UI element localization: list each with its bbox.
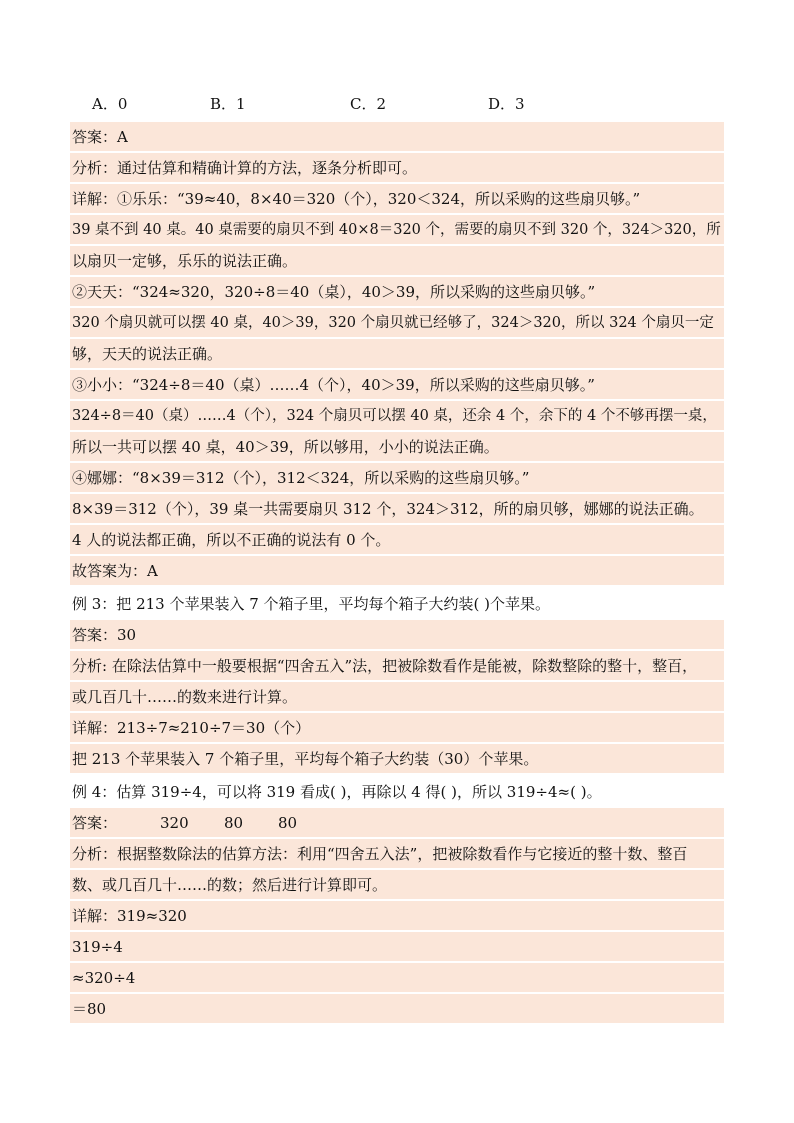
choice-c: C．2 (350, 95, 387, 113)
detail-line: ④娜娜：“8×39＝312（个），312＜324，所以采购的这些扇贝够。” (70, 463, 724, 493)
detail-line: ≈320÷4 (70, 963, 724, 993)
detail-line: 324÷8＝40（桌）……4（个），324 个扇贝可以摆 40 桌，还余 4 个，余下的 4 个不够再摆一桌， (70, 401, 724, 431)
analysis-line: 或几百几十……的数来进行计算。 (70, 682, 724, 712)
choice-b: B．1 (210, 95, 246, 113)
detail-line: 39 桌不到 40 桌。40 桌需要的扇贝不到 40×8＝320 个，需要的扇贝不到 320 个，324＞320，所 (70, 215, 724, 245)
detail-line: 4 人的说法都正确，所以不正确的说法有 0 个。 (70, 525, 724, 555)
answer-line: 答案：A (70, 122, 724, 152)
answer-line: 答案：30 (70, 620, 724, 650)
detail-line: 把 213 个苹果装入 7 个箱子里，平均每个箱子大约装（30）个苹果。 (70, 744, 724, 774)
answer-value-3: 80 (278, 814, 298, 832)
detail-line: 详解：319≈320 (70, 901, 724, 931)
detail-line: 319÷4 (70, 932, 724, 962)
detail-line: 以扇贝一定够，乐乐的说法正确。 (70, 246, 724, 276)
example-3-question: 例 3：把 213 个苹果装入 7 个箱子里，平均每个箱子大约装( )个苹果。 (70, 589, 724, 619)
detail-line: 所以一共可以摆 40 桌，40＞39，所以够用，小小的说法正确。 (70, 432, 724, 462)
analysis-line: 分析：通过估算和精确计算的方法，逐条分析即可。 (70, 153, 724, 183)
choice-d: D．3 (488, 95, 525, 113)
detail-line: ②天天：“324≈320，320÷8＝40（桌），40＞39，所以采购的这些扇贝够。” (70, 277, 724, 307)
answer-line (70, 808, 724, 838)
detail-line: 8×39＝312（个），39 桌一共需要扇贝 312 个，324＞312，所的扇贝够，娜娜的说法正确。 (70, 494, 724, 524)
detail-line: 320 个扇贝就可以摆 40 桌，40＞39，320 个扇贝就已经够了，324＞320，所以 324 个扇贝一定 (70, 308, 724, 338)
analysis-line: 分析：根据整数除法的估算方法：利用“四舍五入法”，把被除数看作与它接近的整十数、整百 (70, 839, 724, 869)
analysis-line: 分析: 在除法估算中一般要根据“四舍五入”法，把被除数看作是能被，除数整除的整十，整百， (70, 651, 724, 681)
answer-value-1: 320 (160, 814, 189, 832)
analysis-line: 数、或几百几十……的数；然后进行计算即可。 (70, 870, 724, 900)
detail-line: 详解：213÷7≈210÷7＝30（个） (70, 713, 724, 743)
final-answer-line: 故答案为：A (70, 556, 724, 586)
detail-line: 详解：①乐乐：“39≈40，8×40＝320（个），320＜324，所以采购的这些扇贝够。” (70, 184, 724, 214)
example-4-question: 例 4：估算 319÷4，可以将 319 看成( )，再除以 4 得( )，所以 319÷4≈( )。 (70, 777, 724, 807)
detail-line: ③小小：“324÷8＝40（桌）……4（个），40＞39，所以采购的这些扇贝够。” (70, 370, 724, 400)
choice-a: A．0 (92, 95, 128, 113)
detail-line: ＝80 (70, 994, 724, 1024)
detail-line: 够，天天的说法正确。 (70, 339, 724, 369)
answer-value-2: 80 (224, 814, 244, 832)
answer-label: 答案： (72, 814, 118, 832)
